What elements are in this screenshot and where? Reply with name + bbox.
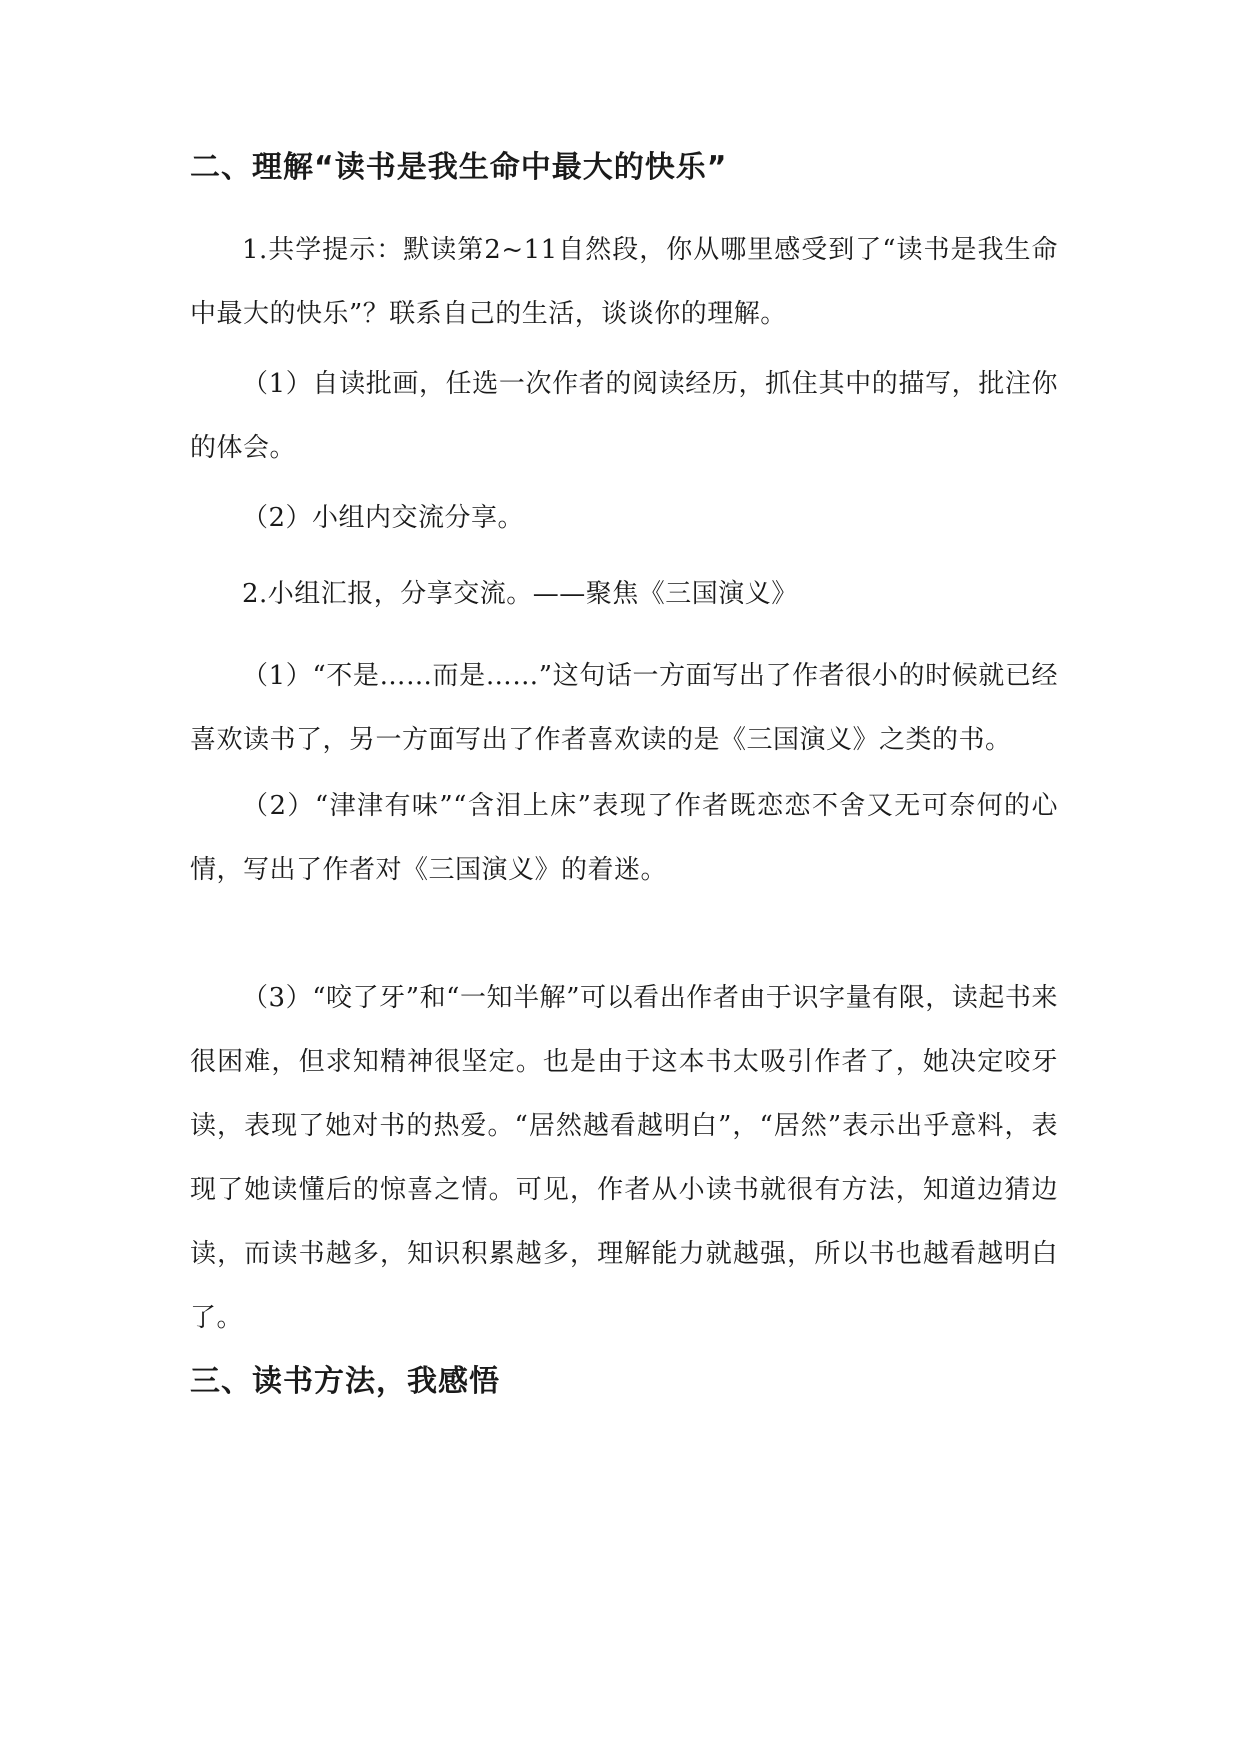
paragraph-analysis-3: （3）“咬了牙”和“一知半解”可以看出作者由于识字量有限，读起书来很困难，但求知精神很坚定。也是由于这本书太吸引作者了，她决定咬牙读，表现了她对书的热爱。“居然越看越明白”，“居然”表示出乎意料，表现了她读懂后的惊喜之情。可见，作者从小读书就很有方法，知道边猜边读，而读书越多，知识积累越多，理解能力就越强，所以书也越看越明白了。 (190, 983, 1058, 1333)
section-3-heading: 三、读书方法，我感悟 (190, 1364, 500, 1399)
section-2-heading: 二、理解“读书是我生命中最大的快乐” (190, 150, 728, 185)
paragraph-shared-learning-prompt: 1.共学提示：默读第2~11自然段，你从哪里感受到了“读书是我生命中最大的快乐”？联系自己的生活，谈谈你的理解。 (190, 235, 1058, 329)
paragraph-analysis-2: （2）“津津有味”“含泪上床”表现了作者既恋恋不舍又无可奈何的心情，写出了作者对《三国演义》的着迷。 (190, 791, 1058, 885)
paragraph-self-reading: （1）自读批画，任选一次作者的阅读经历，抓住其中的描写，批注你的体会。 (190, 369, 1058, 463)
paragraph-group-report: 2.小组汇报，分享交流。——聚焦《三国演义》 (242, 579, 798, 609)
paragraph-analysis-1: （1）“不是……而是……”这句话一方面写出了作者很小的时候就已经喜欢读书了，另一方面写出了作者喜欢读的是《三国演义》之类的书。 (190, 661, 1058, 755)
paragraph-group-sharing: （2）小组内交流分享。 (242, 503, 525, 533)
